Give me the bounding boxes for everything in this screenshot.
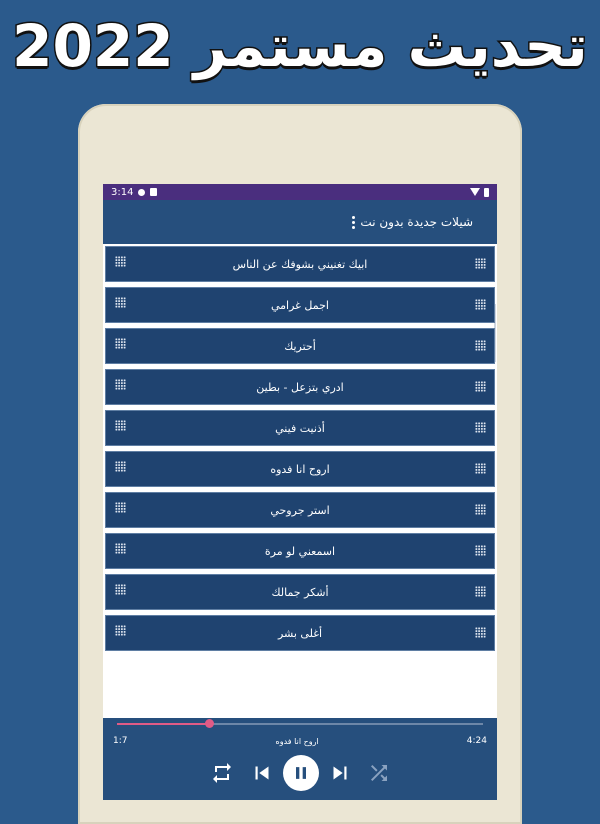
battery-icon — [484, 188, 489, 197]
song-title: اسمعني لو مرة — [264, 544, 336, 558]
skip-previous-icon — [249, 760, 275, 786]
grid-dots-icon — [475, 463, 486, 474]
current-time: 1:7 — [113, 736, 128, 746]
next-button[interactable] — [327, 760, 353, 786]
repeat-icon — [209, 761, 235, 785]
grid-dots-icon — [475, 299, 486, 310]
seek-thumb[interactable] — [205, 719, 214, 728]
list-item[interactable] — [105, 615, 495, 651]
grid-dots-icon — [115, 543, 126, 554]
grid-dots-icon — [115, 256, 126, 267]
song-title: ابيك تغنيني بشوفك عن الناس — [232, 257, 368, 271]
app-bar — [103, 200, 497, 244]
sim-icon — [150, 188, 157, 196]
grid-dots-icon — [115, 625, 126, 636]
grid-dots-icon — [115, 297, 126, 308]
seek-bar[interactable] — [117, 723, 483, 725]
wifi-icon — [470, 188, 480, 196]
list-item[interactable] — [105, 328, 495, 364]
grid-dots-icon — [475, 381, 486, 392]
list-item[interactable] — [105, 287, 495, 323]
grid-dots-icon — [475, 258, 486, 269]
song-title: اروح انا فدوه — [270, 462, 330, 476]
song-title: أذنيت فيني — [275, 421, 325, 435]
repeat-button[interactable] — [209, 761, 235, 785]
music-player — [103, 718, 497, 800]
now-playing-title: اروح انا فدوه — [275, 736, 319, 746]
song-title: أغلى بشر — [277, 626, 323, 640]
song-title: ادري بتزعل - بطين — [256, 380, 344, 394]
status-time: 3:14 — [111, 186, 134, 198]
app-title: شيلات جديدة بدون نت — [360, 215, 473, 229]
promo-banner: تحديث مستمر 2022 — [12, 12, 588, 80]
song-title: أحتريك — [284, 339, 316, 353]
song-title: اجمل غرامي — [271, 298, 329, 312]
list-item[interactable] — [105, 410, 495, 446]
pause-icon — [291, 763, 311, 783]
previous-button[interactable] — [249, 760, 275, 786]
status-bar — [103, 184, 497, 200]
song-title: استر جروحي — [270, 503, 330, 517]
grid-dots-icon — [475, 340, 486, 351]
settings-icon — [138, 189, 145, 196]
list-item[interactable] — [105, 574, 495, 610]
list-item[interactable] — [105, 246, 495, 282]
pause-button[interactable] — [283, 755, 319, 791]
grid-dots-icon — [475, 586, 486, 597]
player-times — [113, 735, 487, 747]
app-screen — [103, 184, 497, 800]
list-item[interactable] — [105, 451, 495, 487]
grid-dots-icon — [115, 461, 126, 472]
seek-progress — [117, 723, 209, 725]
total-duration: 4:24 — [466, 736, 487, 746]
grid-dots-icon — [475, 504, 486, 515]
grid-dots-icon — [115, 502, 126, 513]
more-vert-icon[interactable] — [346, 212, 360, 232]
skip-next-icon — [327, 760, 353, 786]
song-list — [103, 244, 497, 651]
player-controls — [103, 754, 497, 792]
list-item[interactable] — [105, 369, 495, 405]
shuffle-icon — [367, 761, 391, 785]
grid-dots-icon — [475, 627, 486, 638]
grid-dots-icon — [475, 422, 486, 433]
grid-dots-icon — [475, 545, 486, 556]
grid-dots-icon — [115, 338, 126, 349]
grid-dots-icon — [115, 379, 126, 390]
grid-dots-icon — [115, 584, 126, 595]
list-item[interactable] — [105, 492, 495, 528]
list-item[interactable] — [105, 533, 495, 569]
grid-dots-icon — [115, 420, 126, 431]
song-title: أشكر جمالك — [271, 585, 329, 599]
shuffle-button[interactable] — [367, 761, 391, 785]
